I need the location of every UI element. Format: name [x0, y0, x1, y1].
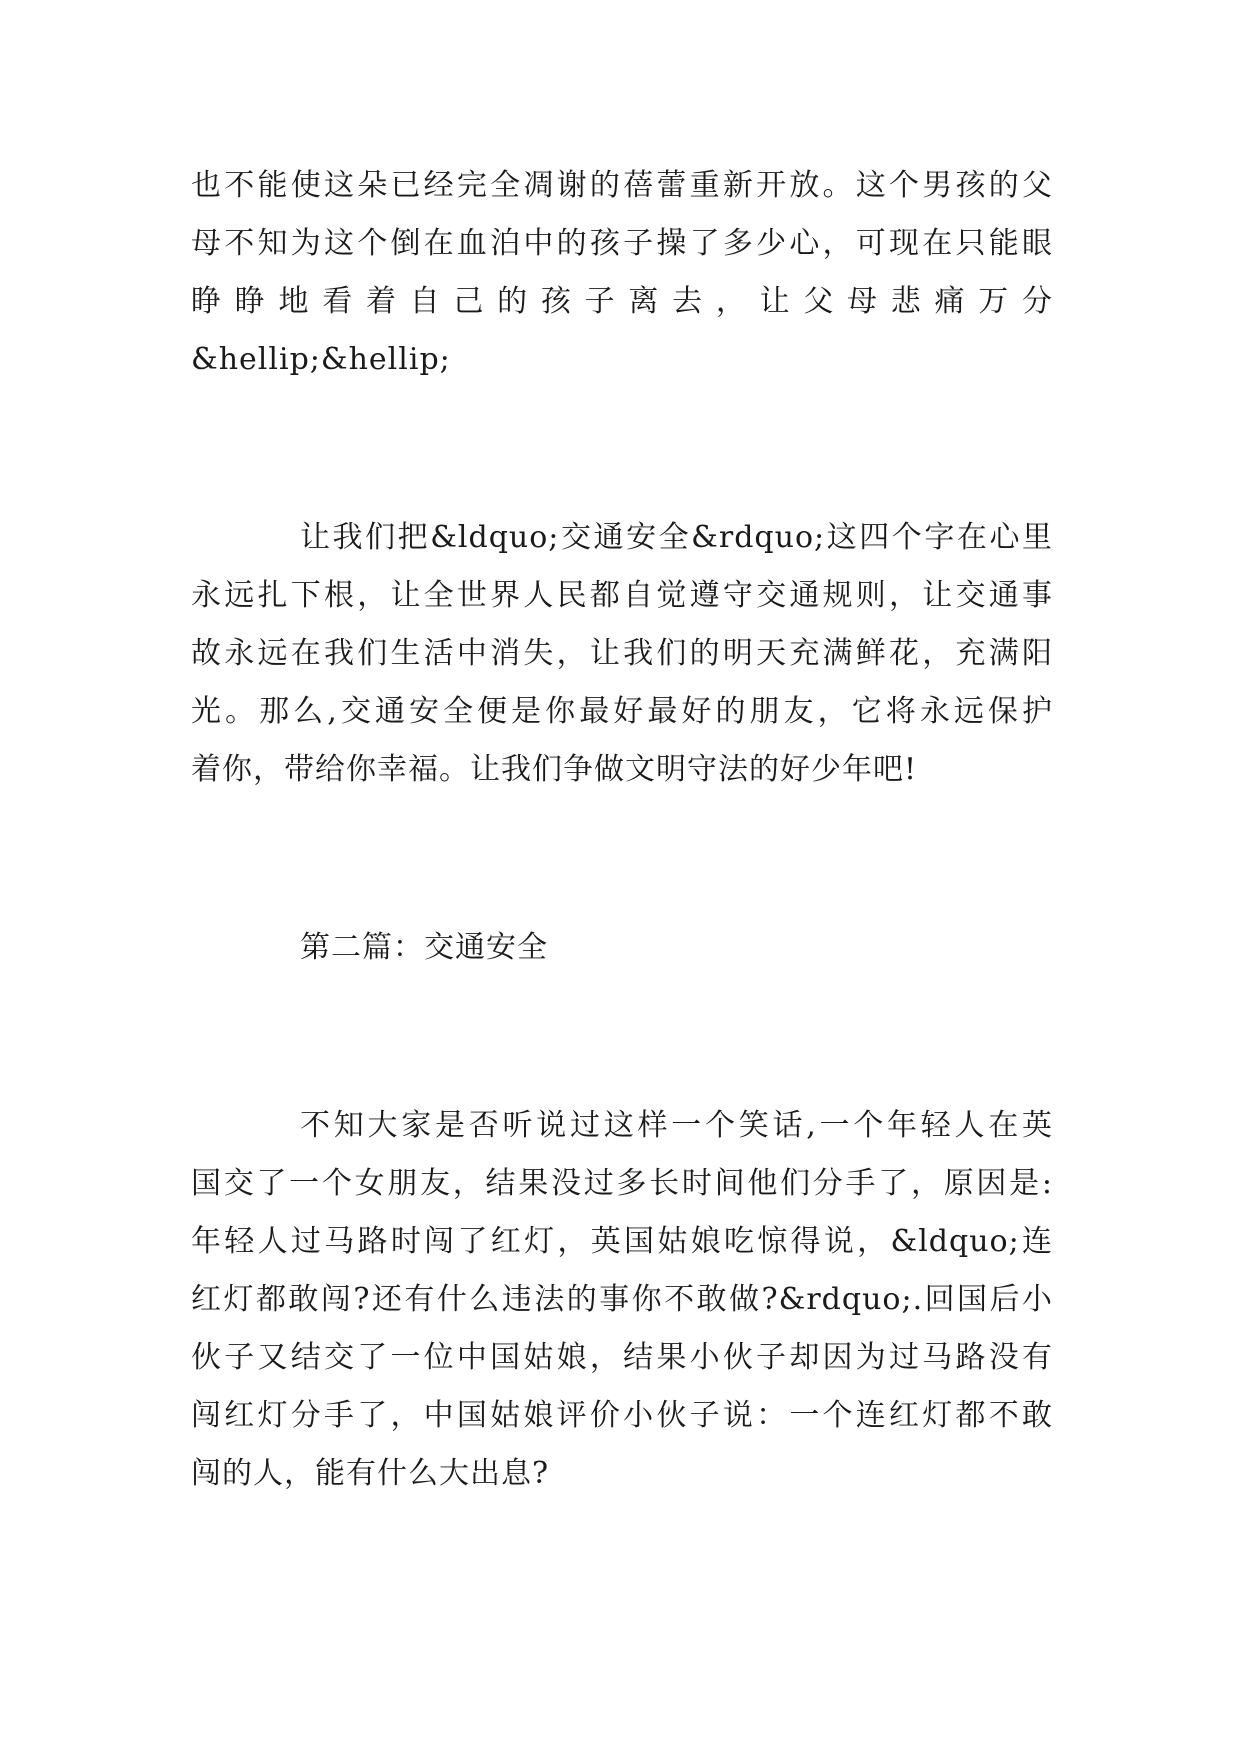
paragraph-3-line-3: 年轻人过马路时闯了红灯，英国姑娘吃惊得说，&ldquo;连 — [191, 1224, 1053, 1259]
paragraph-3-line-5: 伙子又结交了一位中国姑娘，结果小伙子却因为过马路没有 — [191, 1340, 1053, 1375]
paragraph-2-line-4: 光。那么,交通安全便是你最好最好的朋友，它将永远保护 — [191, 694, 1053, 729]
paragraph-1-line-2: 母不知为这个倒在血泊中的孩子操了多少心，可现在只能眼 — [191, 226, 1053, 261]
paragraph-2-line-1: 让我们把&ldquo;交通安全&rdquo;这四个字在心里 — [300, 520, 1053, 555]
paragraph-3-line-4: 红灯都敢闯?还有什么违法的事你不敢做?&rdquo;.回国后小 — [191, 1282, 1053, 1317]
paragraph-2-line-2: 永远扎下根，让全世界人民都自觉遵守交通规则，让交通事 — [191, 578, 1053, 613]
paragraph-2-line-5: 着你，带给你幸福。让我们争做文明守法的好少年吧! — [191, 752, 918, 787]
paragraph-3-line-7: 闯的人，能有什么大出息? — [191, 1456, 550, 1491]
paragraph-3-line-2: 国交了一个女朋友，结果没过多长时间他们分手了，原因是: — [191, 1166, 1053, 1201]
paragraph-1-line-3: 睁睁地看着自己的孩子离去，让父母悲痛万分 — [191, 284, 1053, 319]
paragraph-3-line-6: 闯红灯分手了，中国姑娘评价小伙子说：一个连红灯都不敢 — [191, 1398, 1053, 1433]
paragraph-2-line-3: 故永远在我们生活中消失，让我们的明天充满鲜花，充满阳 — [191, 636, 1053, 671]
paragraph-3-line-1: 不知大家是否听说过这样一个笑话,一个年轻人在英 — [300, 1108, 1053, 1143]
section-heading: 第二篇：交通安全 — [300, 930, 548, 965]
paragraph-1-line-1: 也不能使这朵已经完全凋谢的蓓蕾重新开放。这个男孩的父 — [191, 168, 1053, 203]
paragraph-1-line-4: &hellip;&hellip; — [191, 342, 451, 377]
